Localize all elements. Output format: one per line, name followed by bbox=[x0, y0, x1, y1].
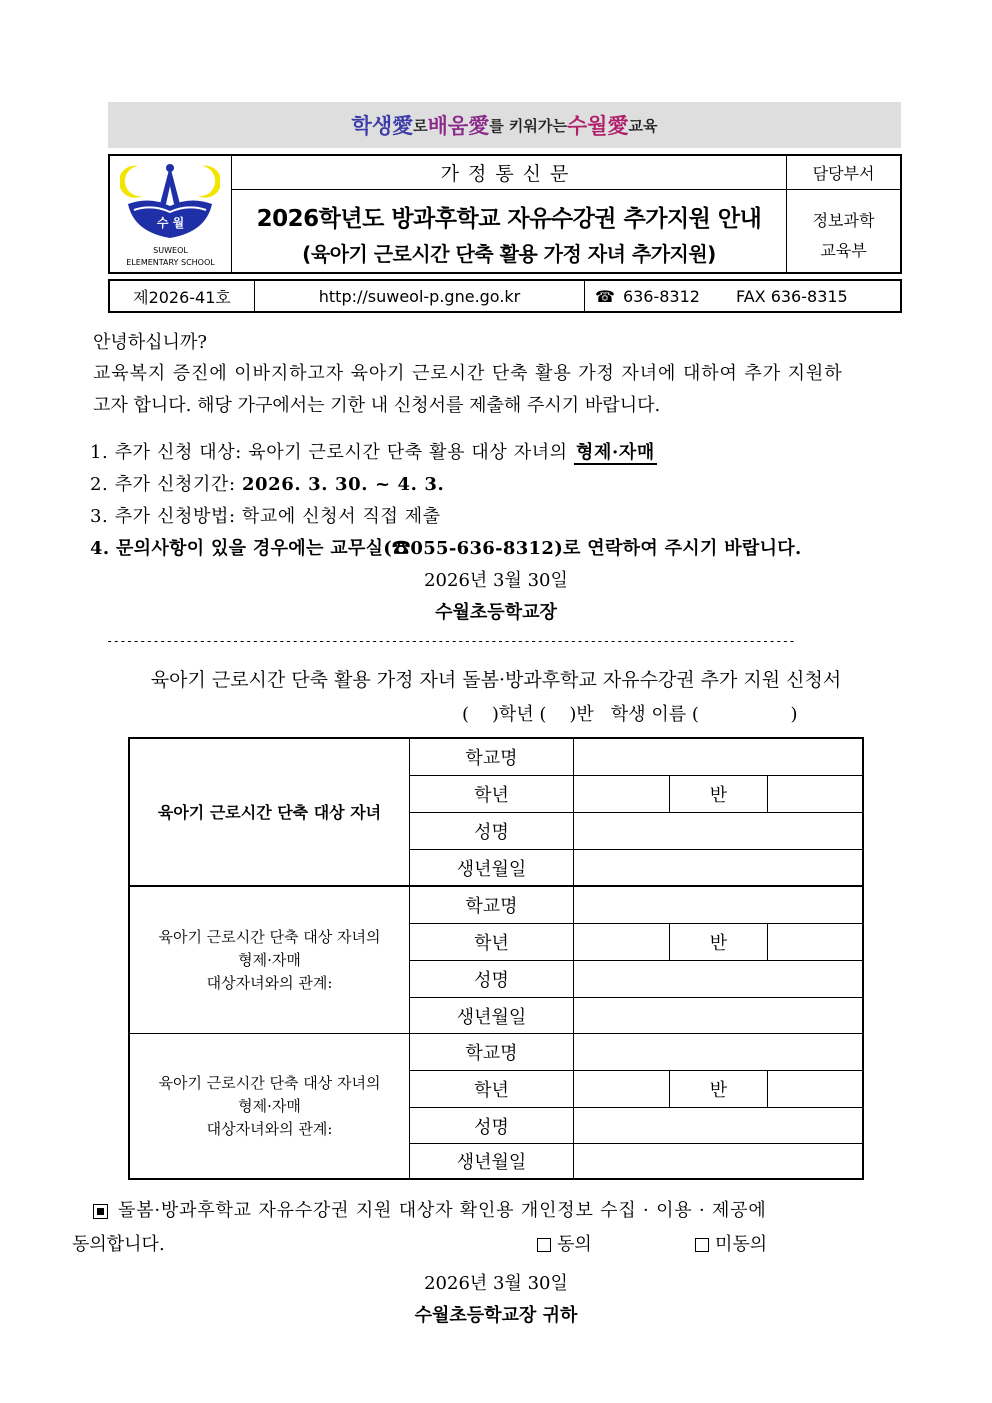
field-label-birth: 생년월일 bbox=[410, 998, 574, 1034]
slogan-part: 배움愛 bbox=[427, 114, 490, 138]
department-name: 정보과학 bbox=[812, 211, 875, 230]
list-item: 2. 추가 신청기간: 2026. 3. 30. ~ 4. 3. bbox=[90, 474, 445, 495]
slogan-part: 교육 bbox=[628, 116, 658, 135]
field-label-name: 성명 bbox=[410, 1108, 574, 1144]
input-school[interactable] bbox=[574, 887, 862, 924]
group-label-target-child: 육아기 근로시간 단축 대상 자녀 bbox=[130, 739, 410, 886]
emphasis-text: 형제·자매 bbox=[576, 442, 655, 463]
newsletter-header bbox=[108, 154, 902, 274]
agree-option[interactable]: 동의 bbox=[537, 1231, 592, 1259]
input-school[interactable] bbox=[574, 1034, 862, 1071]
newsletter-label: 가정통신문 bbox=[232, 156, 786, 190]
input-class[interactable] bbox=[768, 1071, 862, 1108]
school-name-english: ELEMENTARY SCHOOL bbox=[126, 258, 215, 267]
page-subtitle: (육아기 근로시간 단축 활용 가정 자녀 추가지원) bbox=[302, 242, 716, 266]
title-cell bbox=[232, 156, 787, 272]
input-name[interactable] bbox=[574, 961, 862, 998]
student-info-line[interactable]: ( )학년 ( )반 학생 이름 ( ) bbox=[462, 704, 798, 725]
input-grade[interactable] bbox=[574, 1071, 670, 1108]
checked-square-icon bbox=[93, 1204, 108, 1219]
greeting: 안녕하십니까? bbox=[93, 332, 207, 353]
input-name[interactable] bbox=[574, 1108, 862, 1144]
input-birth[interactable] bbox=[574, 1144, 862, 1178]
contact-info bbox=[585, 281, 900, 311]
disagree-option[interactable]: 미동의 bbox=[695, 1231, 767, 1259]
field-label-birth: 생년월일 bbox=[410, 1144, 574, 1178]
logo-text: 수 월 bbox=[156, 216, 185, 230]
slogan-part: 를 키워가는 bbox=[489, 116, 567, 135]
info-bar bbox=[108, 279, 902, 313]
cut-line-divider: -------------------------------------------------------------------------------------------------------- bbox=[106, 634, 795, 648]
school-url[interactable]: http://suweol-p.gne.go.kr bbox=[255, 281, 585, 311]
field-label-grade: 학년 bbox=[410, 776, 574, 813]
phone-icon: ☎ bbox=[595, 286, 615, 306]
intro-text: 고자 합니다. 해당 가구에서는 기한 내 신청서를 제출해 주시기 바랍니다. bbox=[93, 395, 661, 416]
field-label-class: 반 bbox=[670, 924, 768, 961]
field-label-grade: 학년 bbox=[410, 924, 574, 961]
field-label-class: 반 bbox=[670, 776, 768, 813]
form-recipient: 수월초등학교장 귀하 bbox=[414, 1305, 578, 1326]
department-cell bbox=[787, 156, 900, 272]
field-label-grade: 학년 bbox=[410, 1071, 574, 1108]
consent-statement: 돌봄·방과후학교 자유수강권 지원 대상자 확인용 개인정보 수집 · 이용 · 제공에 bbox=[93, 1197, 767, 1225]
input-birth[interactable] bbox=[574, 850, 862, 886]
school-name-english: SUWEOL bbox=[153, 246, 188, 255]
application-table bbox=[128, 737, 864, 1180]
department-name: 교육부 bbox=[820, 241, 867, 260]
input-grade[interactable] bbox=[574, 924, 670, 961]
input-school[interactable] bbox=[574, 739, 862, 776]
school-logo bbox=[110, 156, 232, 272]
field-label-school: 학교명 bbox=[410, 1034, 574, 1071]
issue-number: 제2026-41호 bbox=[110, 281, 255, 311]
intro-text: 교육복지 증진에 이바지하고자 육아기 근로시간 단축 활용 가정 자녀에 대하여 추가 지원하 bbox=[93, 363, 843, 384]
input-name[interactable] bbox=[574, 813, 862, 850]
slogan-part: 수월愛 bbox=[566, 114, 629, 138]
group-label-sibling: 육아기 근로시간 단축 대상 자녀의 형제·자매 대상자녀와의 관계: bbox=[130, 887, 410, 1033]
list-item: 1. 추가 신청 대상: 육아기 근로시간 단축 활용 대상 자녀의 형제·자매 bbox=[90, 442, 655, 463]
input-birth[interactable] bbox=[574, 998, 862, 1034]
list-item: 3. 추가 신청방법: 학교에 신청서 직접 제출 bbox=[90, 506, 441, 527]
slogan-part: 로 bbox=[413, 116, 428, 135]
group-label-sibling: 육아기 근로시간 단축 대상 자녀의 형제·자매 대상자녀와의 관계: bbox=[130, 1034, 410, 1178]
page-title: 2026학년도 방과후학교 자유수강권 추가지원 안내 bbox=[256, 206, 762, 232]
field-label-name: 성명 bbox=[410, 813, 574, 850]
field-label-name: 성명 bbox=[410, 961, 574, 998]
field-label-birth: 생년월일 bbox=[410, 850, 574, 886]
form-date: 2026년 3월 30일 bbox=[424, 1273, 568, 1294]
form-title: 육아기 근로시간 단축 활용 가정 자녀 돌봄·방과후학교 자유수강권 추가 지원 신청서 bbox=[150, 669, 842, 691]
slogan-part: 학생愛 bbox=[351, 114, 414, 138]
input-class[interactable] bbox=[768, 776, 862, 813]
letter-date: 2026년 3월 30일 bbox=[424, 570, 568, 591]
consent-statement: 동의합니다. bbox=[72, 1234, 165, 1255]
field-label-class: 반 bbox=[670, 1071, 768, 1108]
emphasis-text: 2026. 3. 30. ~ 4. 3. bbox=[241, 474, 445, 495]
field-label-school: 학교명 bbox=[410, 887, 574, 924]
department-label: 담당부서 bbox=[787, 156, 900, 190]
letter-signer: 수월초등학교장 bbox=[435, 602, 557, 623]
phone-number: 636-8312 bbox=[622, 286, 700, 306]
checkbox-icon[interactable] bbox=[695, 1238, 709, 1252]
list-item: 4. 문의사항이 있을 경우에는 교무실(☎055-636-8312)로 연락하여 주시기 바랍니다. bbox=[90, 538, 802, 559]
fax-number: FAX 636-8315 bbox=[735, 286, 848, 306]
input-grade[interactable] bbox=[574, 776, 670, 813]
input-class[interactable] bbox=[768, 924, 862, 961]
checkbox-icon[interactable] bbox=[537, 1238, 551, 1252]
field-label-school: 학교명 bbox=[410, 739, 574, 776]
school-emblem-icon bbox=[120, 160, 220, 246]
slogan-banner bbox=[108, 102, 901, 148]
